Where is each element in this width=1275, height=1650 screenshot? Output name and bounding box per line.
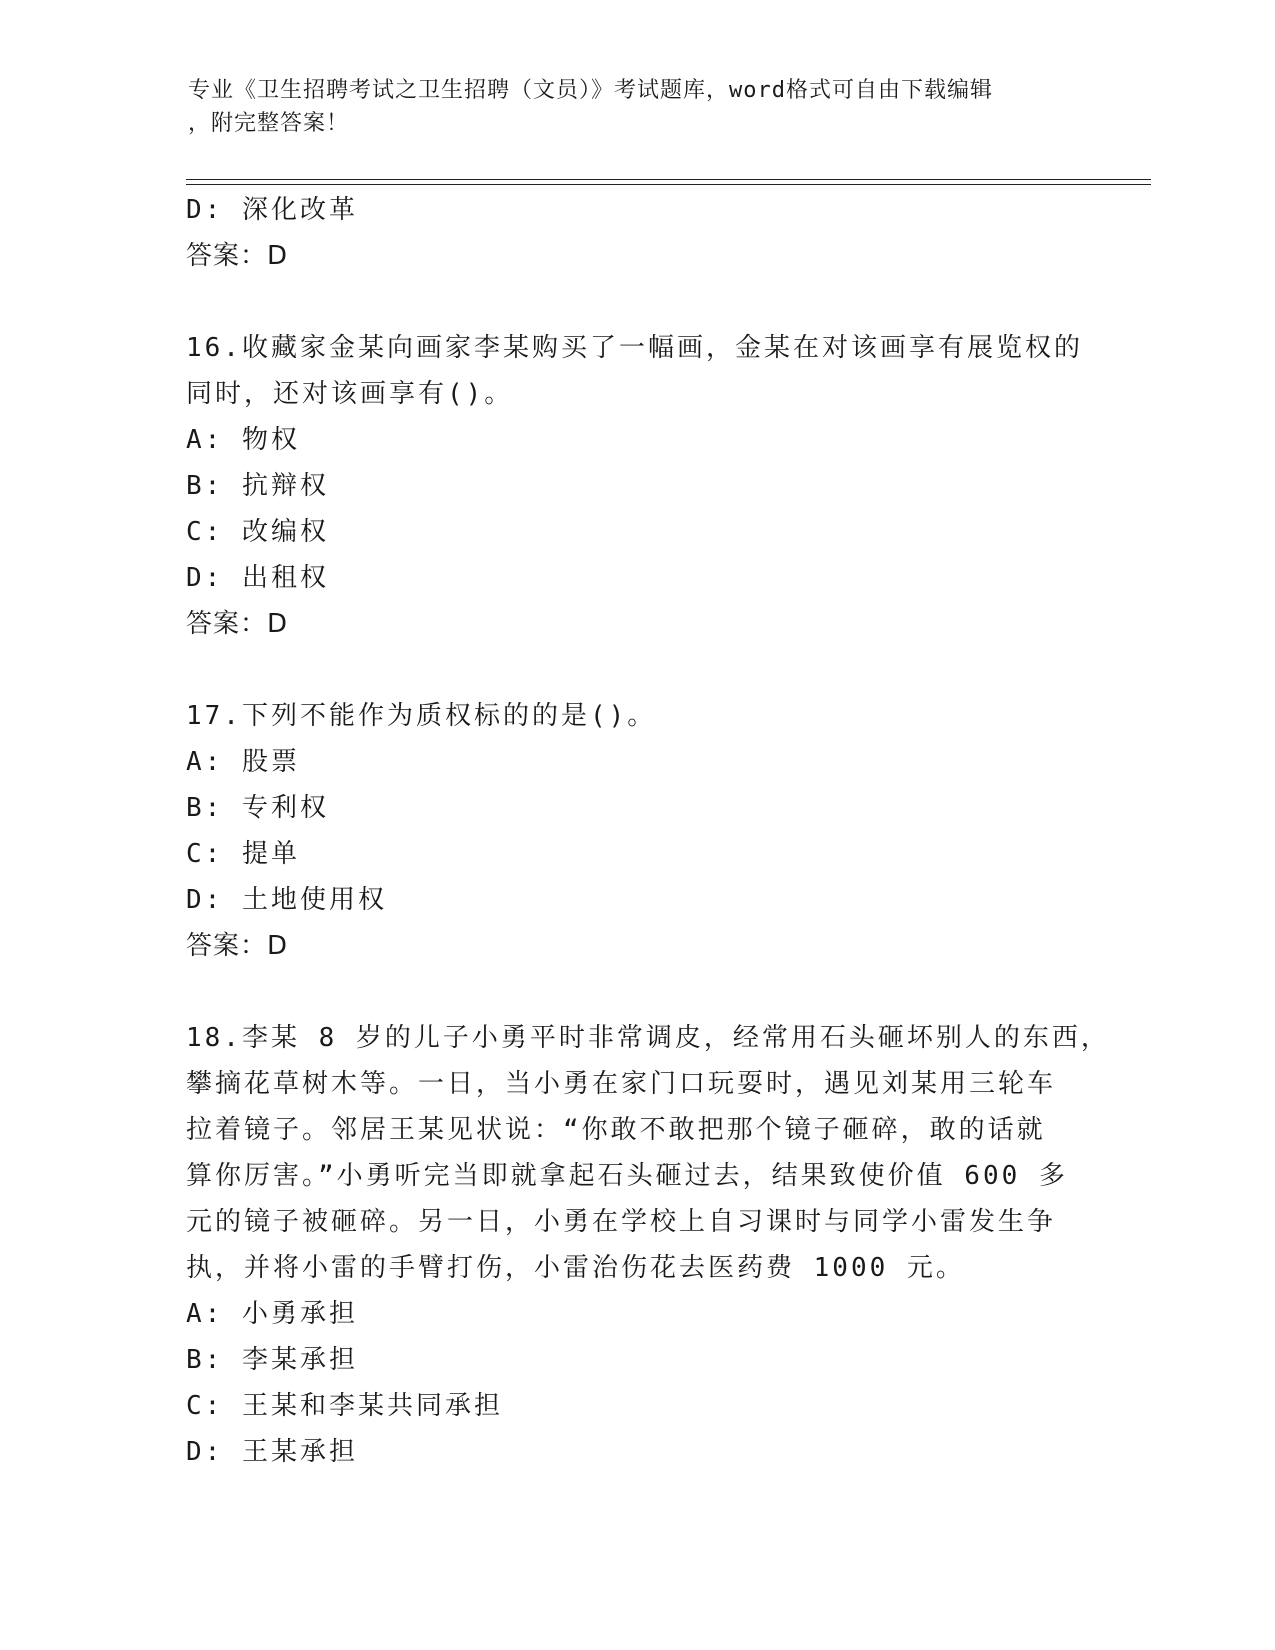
question-stem-line: 同时，还对该画享有()。 [186, 379, 514, 409]
question-stem-line: 元的镜子被砸碎。另一日，小勇在学校上自习课时与同学小雷发生争 [186, 1207, 1057, 1237]
question-stem-line: 执，并将小雷的手臂打伤，小雷治伤花去医药费 1000 元。 [186, 1253, 965, 1283]
question-17 [186, 693, 1076, 969]
header-line-1: 专业《卫生招聘考试之卫生招聘（文员）》考试题库，word格式可自由下载编辑 [188, 78, 993, 103]
answer-line: 答案：D [186, 609, 289, 639]
spacer [186, 647, 1076, 693]
spacer [186, 969, 1076, 1015]
question-stem-line: 攀摘花草树木等。一日，当小勇在家门口玩耍时，遇见刘某用三轮车 [186, 1069, 1057, 1099]
option-b: B: 抗辩权 [186, 471, 329, 501]
option-c: C: 王某和李某共同承担 [186, 1391, 503, 1421]
answer-line: 答案：D [186, 241, 289, 271]
option-a: A: 小勇承担 [186, 1299, 358, 1329]
header-divider-bottom [186, 184, 1151, 185]
header-line-2: ，附完整答案！ [188, 111, 350, 136]
question-16 [186, 325, 1083, 647]
answer-line: 答案：D [186, 931, 289, 961]
option-d: D: 出租权 [186, 563, 329, 593]
question-stem-line: 16.收藏家金某向画家李某购买了一幅画，金某在对该画享有展览权的 [186, 333, 1083, 363]
option-b: B: 李某承担 [186, 1345, 358, 1375]
option-d: D: 王某承担 [186, 1437, 358, 1467]
question-18 [186, 1015, 1110, 1475]
prev-question-tail [186, 187, 1076, 279]
option-a: A: 股票 [186, 747, 300, 777]
question-stem-line: 拉着镜子。邻居王某见状说：“你敢不敢把那个镜子砸碎，敢的话就 [186, 1115, 1046, 1145]
option-b: B: 专利权 [186, 793, 329, 823]
option-a: A: 物权 [186, 425, 300, 455]
spacer [186, 279, 1076, 325]
header-divider-top [186, 179, 1151, 180]
option-c: C: 改编权 [186, 517, 329, 547]
document-header [188, 74, 1068, 140]
option-c: C: 提单 [186, 839, 300, 869]
option-d: D: 深化改革 [186, 195, 358, 225]
question-list [186, 187, 1110, 1475]
option-d: D: 土地使用权 [186, 885, 387, 915]
question-stem-line: 算你厉害。”小勇听完当即就拿起石头砸过去，结果致使价值 600 多 [186, 1161, 1068, 1191]
question-stem-line: 17.下列不能作为质权标的的是()。 [186, 701, 657, 731]
question-stem-line: 18.李某 8 岁的儿子小勇平时非常调皮，经常用石头砸坏别人的东西， [186, 1023, 1110, 1053]
